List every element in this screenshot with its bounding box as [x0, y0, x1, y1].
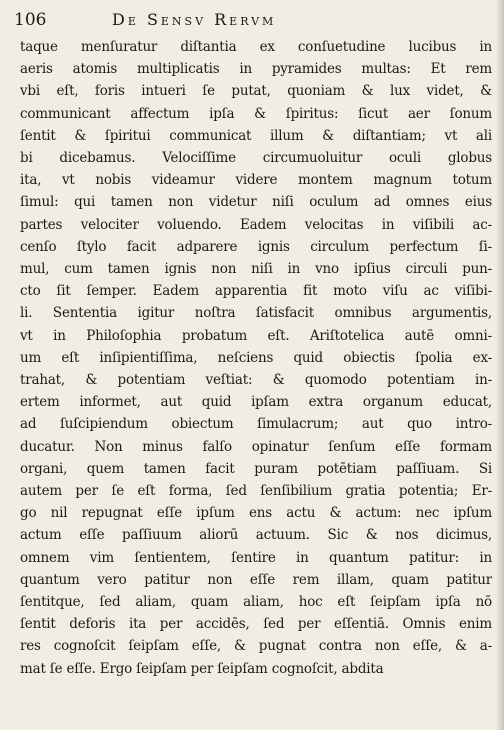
- text-line: trahat, & potentiam veſtiat: & quomodo potentiam in-: [20, 372, 492, 389]
- page-number: 106: [14, 10, 47, 30]
- text-line: aeris atomis multiplicatis in pyramides multas: Et rem: [20, 61, 492, 78]
- text-line: taque menſuratur diſtantia ex conſuetudine lucibus in: [20, 39, 492, 55]
- text-line: vt in Philoſophia probatum eſt. Ariſtotelica autē omni-: [20, 327, 492, 344]
- running-head: De Sensv Rervm: [112, 10, 277, 29]
- text-line: mul, cum tamen ignis non niſi in vno ipſius circuli pun-: [20, 261, 492, 278]
- text-line: ertem informet, aut quid ipſam extra organum educat,: [20, 394, 492, 411]
- text-line: ſentitque, ſed aliam, quam aliam, hoc eſt ſeipſam ipſa nō: [20, 594, 492, 611]
- text-line: ſentit deforis ita per accidēs, ſed per eſſentiā. Omnis enim: [20, 616, 492, 633]
- text-line: res cognoſcit ſeipſam eſſe, & pugnat contra non eſſe, & a-: [20, 638, 492, 655]
- page-header: [14, 8, 484, 34]
- text-line: bi dicebamus. Velociſſime circumuoluitur oculi globus: [20, 150, 492, 167]
- text-line: li. Sententia igitur noſtra ſatisfacit omnibus argumentis,: [20, 305, 492, 322]
- body-text: [20, 36, 492, 680]
- text-line: ad ſuſcipiendum obiectum ſimulacrum; aut quo intro-: [20, 416, 492, 433]
- text-line: actum eſſe paſſiuum aliorū actuum. Sic & nos dicimus,: [20, 527, 492, 544]
- text-line: omnem vim ſentientem, ſentire in quantum patitur: in: [20, 549, 492, 566]
- text-line: cto ſit ſemper. Eadem apparentia fit moto viſu ac viſibi-: [20, 283, 492, 300]
- text-line: ſentit & ſpiritui communicat illum & diſtantiam; vt ali: [20, 127, 492, 144]
- text-line: quantum vero patitur non eſſe rem illam, quam patitur: [20, 571, 492, 588]
- text-line: ſimul: qui tamen non videtur niſi oculum ad omnes eius: [20, 194, 492, 211]
- text-line: cenſo ſtylo facit adparere ignis circulum perfectum ſi-: [20, 238, 492, 255]
- text-line: organi, quem tamen facit puram potētiam paſſiuam. Si: [20, 460, 492, 477]
- text-line: go nil repugnat eſſe ipſum ens actu & actum: nec ipſum: [20, 505, 492, 522]
- text-line: mat ſe eſſe. Ergo ſeipſam per ſeipſam cognoſcit, abdita: [20, 660, 384, 677]
- text-line: vbi eſt, foris intueri ſe putat, quoniam & lux videt, &: [20, 83, 492, 100]
- text-line: autem per ſe eſt forma, ſed ſenſibilium gratia potentia; Er-: [20, 483, 492, 500]
- page-edge-shadow: [496, 0, 504, 730]
- text-line: partes velociter voluendo. Eadem velocitas in viſibili ac-: [20, 216, 492, 233]
- text-line: ita, vt nobis videamur videre montem magnum totum: [20, 172, 492, 189]
- text-line: ducatur. Non minus falſo opinatur ſenſum eſſe formam: [20, 438, 492, 455]
- text-line: communicant affectum ipſa & ſpiritus: ſicut aer ſonum: [20, 105, 492, 122]
- text-line: um eſt inſipientiſſima, neſciens quid obiectis ſpolia ex-: [20, 349, 492, 366]
